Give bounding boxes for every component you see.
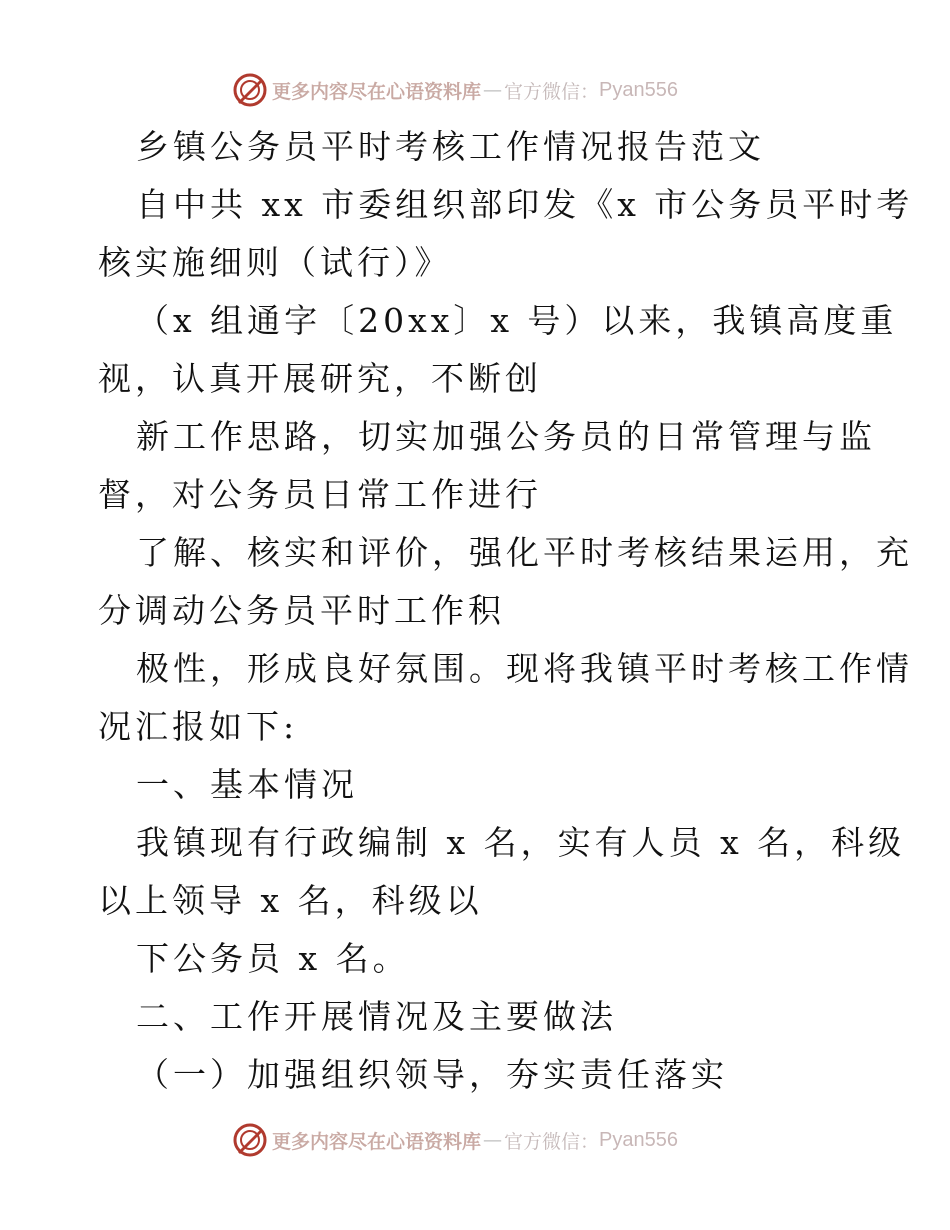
header-watermark: [232, 70, 678, 110]
pen-logo-icon: [232, 72, 268, 108]
watermark-text: 更多内容尽在心语资料库: [272, 1130, 482, 1153]
paragraph-line: （x 组通字〔20xx〕x 号）以来，我镇高度重: [136, 301, 898, 340]
paragraph-line: 新工作思路，切实加强公务员的日常管理与监: [136, 417, 876, 456]
document-body: [98, 118, 914, 1104]
paragraph-line: 分调动公务员平时工作积: [98, 591, 505, 630]
watermark-wechat-id: Pyan556: [599, 78, 678, 101]
paragraph-line: 况汇报如下:: [98, 707, 299, 746]
pen-logo-icon: [232, 1122, 268, 1158]
paragraph-line: 以上领导 x 名，科级以: [98, 881, 483, 920]
paragraph-line: 核实施细则（试行）》: [98, 243, 452, 282]
document-title: 乡镇公务员平时考核工作情况报告范文: [136, 127, 765, 166]
section-heading-basic: 一、基本情况: [136, 765, 358, 804]
subsection-heading: （一）加强组织领导，夯实责任落实: [136, 1055, 728, 1094]
section-heading-work: 二、工作开展情况及主要做法: [136, 997, 617, 1036]
paragraph-line: 视，认真开展研究，不断创: [98, 359, 542, 398]
watermark-wechat-id: Pyan556: [599, 1128, 678, 1151]
watermark-wechat-label: 官方微信：: [504, 1130, 600, 1153]
footer-watermark: [232, 1120, 678, 1160]
paragraph-line: 了解、核实和评价，强化平时考核结果运用，充: [136, 533, 913, 572]
watermark-separator: —: [483, 79, 503, 101]
watermark-separator: —: [483, 1129, 503, 1151]
paragraph-line: 我镇现有行政编制 x 名，实有人员 x 名，科级: [136, 823, 906, 862]
paragraph-line: 极性，形成良好氛围。现将我镇平时考核工作情: [136, 649, 913, 688]
watermark-wechat-label: 官方微信：: [504, 80, 600, 103]
paragraph-line: 督，对公务员日常工作进行: [98, 475, 542, 514]
paragraph-line: 自中共 xx 市委组织部印发《x 市公务员平时考: [136, 185, 914, 224]
paragraph-line: 下公务员 x 名。: [136, 939, 410, 978]
watermark-text: 更多内容尽在心语资料库: [272, 80, 482, 103]
